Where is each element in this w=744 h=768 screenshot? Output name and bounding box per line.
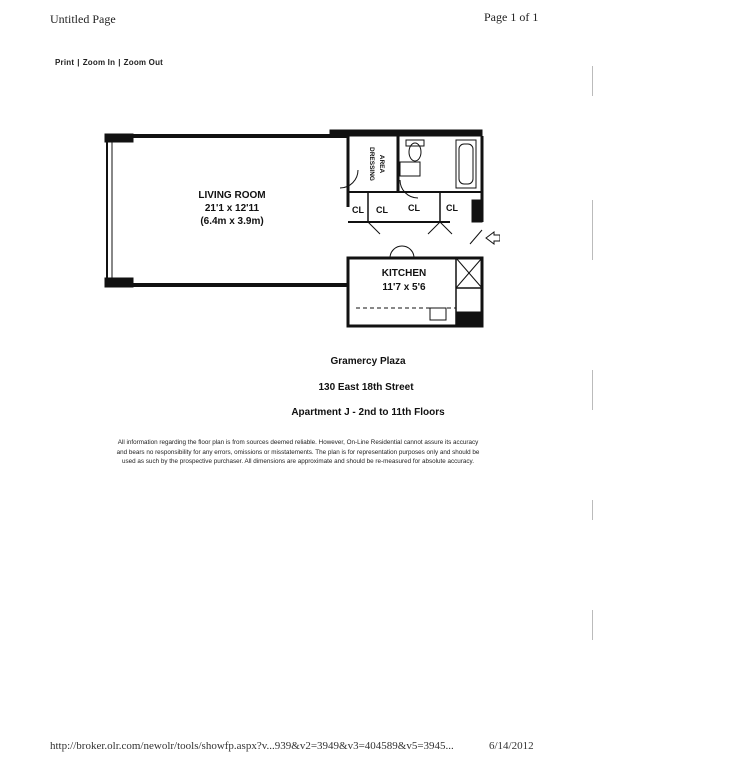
disclaimer-line: and bears no responsibility for any errors, omissions or misstatements. The plan is for representation purposes only and should be xyxy=(116,448,480,456)
toolbar-separator: | xyxy=(77,58,80,67)
closet-label: CL xyxy=(376,205,388,215)
apartment-info: Apartment J - 2nd to 11th Floors xyxy=(291,407,445,418)
building-address: 130 East 18th Street xyxy=(318,382,414,393)
scan-edge-mark xyxy=(592,370,593,410)
disclaimer xyxy=(58,438,538,467)
kitchen-dims: 11'7 x 5'6 xyxy=(382,282,426,293)
kitchen-name: KITCHEN xyxy=(381,268,427,279)
bath-dressing-walls xyxy=(330,130,482,234)
scan-edge-mark xyxy=(592,200,593,260)
entry-arrow-icon xyxy=(486,232,500,244)
disclaimer-line: used as such by the prospective purchaser. All dimensions are approximate and should be re-measured for absolute accuracy. xyxy=(121,458,474,465)
toolbar xyxy=(55,58,163,67)
scan-edge-mark xyxy=(592,610,593,640)
footer-date: 6/14/2012 xyxy=(489,740,534,752)
dressing-label: DRESSING xyxy=(368,147,375,181)
closet-label: CL xyxy=(352,205,364,215)
disclaimer-line: All information regarding the floor plan is from sources deemed reliable. However, On-Line Residential cannot assure its accuracy xyxy=(117,439,479,446)
closet-label: CL xyxy=(408,203,420,213)
living-room-dims: 21'1 x 12'11 xyxy=(204,203,260,214)
floor-plan xyxy=(100,112,500,337)
print-link[interactable]: Print xyxy=(55,58,75,67)
closet-label: CL xyxy=(446,203,458,213)
scan-edge-mark xyxy=(592,500,593,520)
zoom-in-link[interactable]: Zoom In xyxy=(82,58,116,67)
zoom-out-link[interactable]: Zoom Out xyxy=(123,58,164,67)
living-room-metric: (6.4m x 3.9m) xyxy=(200,216,264,227)
scan-edge-mark xyxy=(592,66,593,96)
living-room-name: LIVING ROOM xyxy=(198,190,266,201)
building-name: Gramercy Plaza xyxy=(330,356,406,367)
footer-url: http://broker.olr.com/newolr/tools/showfp.aspx?v...939&v2=3949&v3=404589&v5=3945... xyxy=(50,740,454,752)
page-number: Page 1 of 1 xyxy=(484,10,539,24)
area-label: AREA xyxy=(378,154,385,174)
toolbar-separator: | xyxy=(118,58,121,67)
page-title: Untitled Page xyxy=(50,12,116,26)
